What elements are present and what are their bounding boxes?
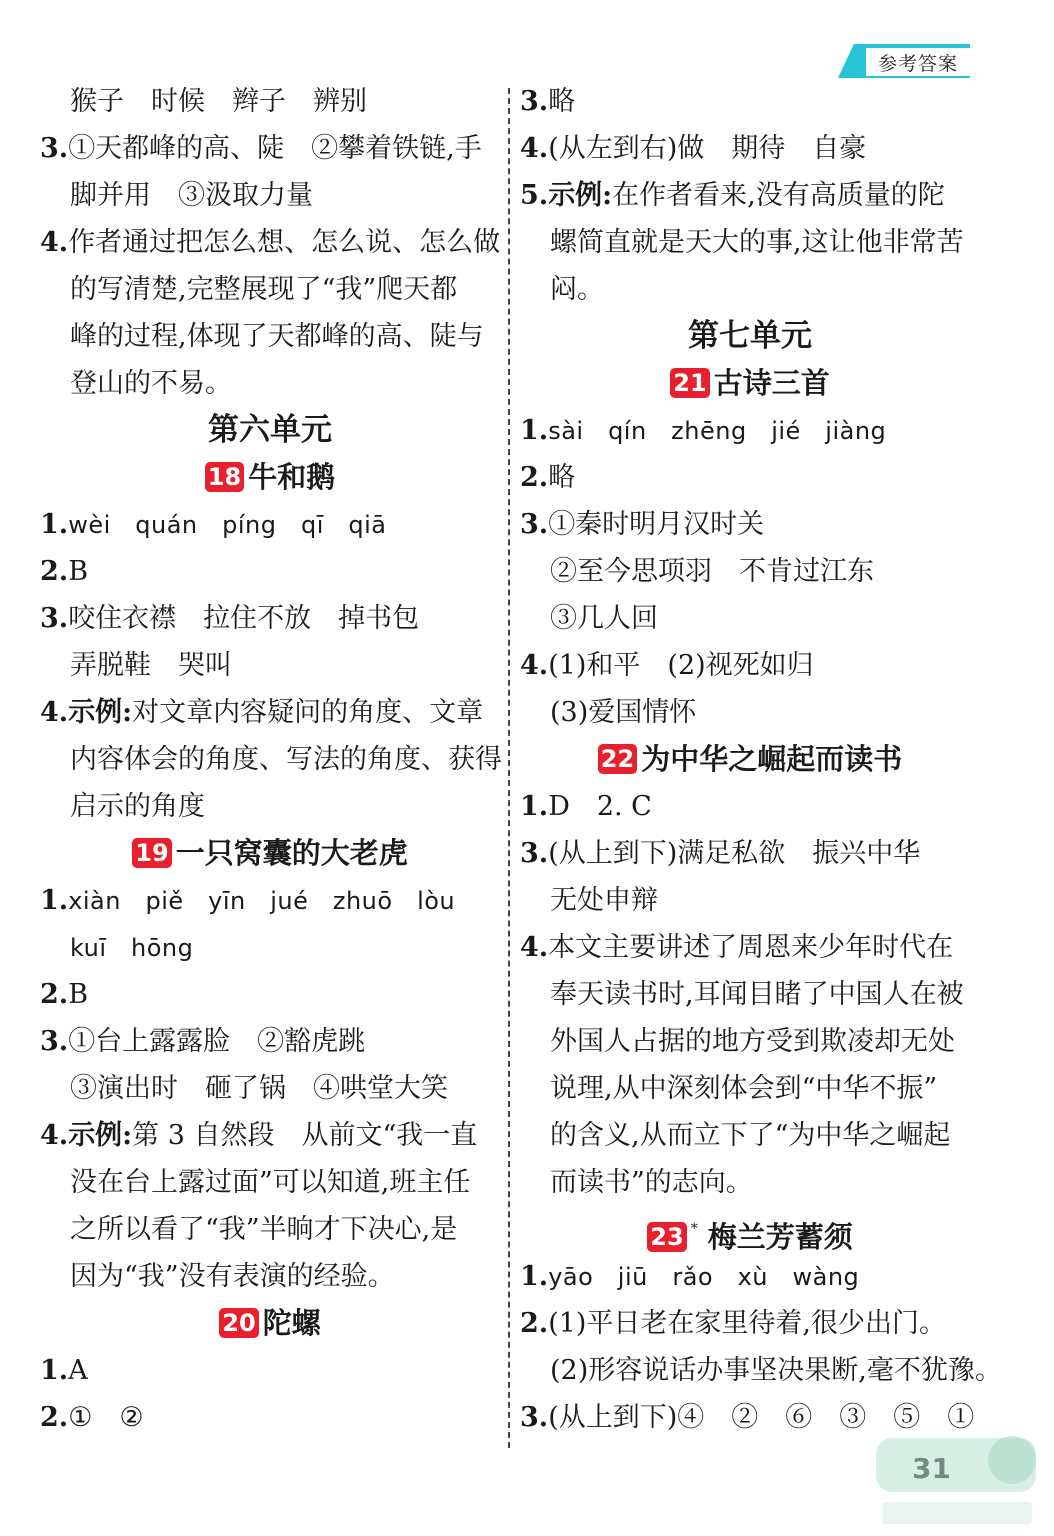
answer-line [40,125,500,172]
answer-text: 螺简直就是天大的事,这让他非常苦 [550,227,964,258]
lesson-title: 一只窝囊的大老虎 [175,836,408,870]
answer-text: 奉天读书时,耳闻目睹了中国人在被 [550,979,964,1010]
lesson-heading [40,830,500,877]
answer-text: ①天都峰的高、陡 ②攀着铁链,手 [68,133,482,164]
answer-text: 作者通过把怎么想、怎么说、怎么做 [68,227,501,258]
question-number: 4. [520,932,549,963]
answer-text: 咬住衣襟 拉住不放 掉书包 [68,603,420,634]
site-watermark-logo [872,1420,1044,1530]
question-number: 3. [40,1026,69,1057]
answer-text: (1)和平 (2)视死如归 [548,650,814,681]
answer-line [40,1112,500,1159]
answer-line [520,501,980,548]
answer-line [520,407,980,454]
example-label: 示例: [548,180,613,211]
answer-line [520,830,980,877]
answer-text: (从左到右)做 期待 自豪 [548,133,867,164]
question-number: 3. [520,838,549,869]
answer-line [40,266,500,313]
question-number: 5. [520,180,549,211]
answer-text: 的含义,从而立下了“为中华之崛起 [550,1120,951,1151]
answer-line [520,1347,1002,1394]
example-label: 示例: [68,1120,133,1151]
answer-text: B [68,556,89,587]
question-number: 3. [40,133,69,164]
answer-line [40,1253,500,1300]
lesson-title: 陀螺 [262,1306,321,1340]
answer-text: B [68,979,89,1010]
optional-lesson-mark: * [690,1221,698,1237]
answer-text: ① ② [68,1402,144,1433]
answer-line [40,548,500,595]
question-number: 4. [40,227,69,258]
answer-line [40,783,500,830]
question-number: 1. [40,885,69,916]
answer-line [520,877,980,924]
answer-line [520,78,980,125]
question-number: 2. [520,1308,549,1339]
question-number: 2. [40,1402,69,1433]
answer-line [40,1206,500,1253]
answer-line [40,689,500,736]
answer-line [520,595,980,642]
answer-line [40,971,500,1018]
lesson-number-badge: 22 [598,744,637,774]
lesson-heading [40,1300,500,1347]
answer-text: 对文章内容疑问的角度、文章 [132,697,484,728]
answer-text: 峰的过程,体现了天都峰的高、陡与 [70,321,484,352]
example-label: 示例: [68,697,133,728]
question-number: 2. [40,556,69,587]
answer-line [520,266,980,313]
answer-text: 外国人占据的地方受到欺凌却无处 [550,1026,955,1057]
lesson-heading [520,360,980,407]
answer-text: 略 [548,462,576,493]
answer-line [40,172,500,219]
question-number: 3. [520,86,549,117]
answer-line [40,219,500,266]
question-number: 1. [520,791,549,822]
answer-text: 脚并用 ③汲取力量 [70,180,313,211]
answer-text: (2)形容说话办事坚决果断,毫不犹豫。 [550,1355,1002,1386]
answer-text: 启示的角度 [70,791,205,822]
lesson-heading [40,454,500,501]
lesson-number-badge: 21 [670,368,709,398]
question-number: 1. [520,415,549,446]
answer-text: 登山的不易。 [70,368,232,399]
unit-heading: 第七单元 [688,318,812,354]
question-number: 4. [520,133,549,164]
lesson-title: 古诗三首 [713,366,830,400]
answer-text: 弄脱鞋 哭叫 [70,650,232,681]
right-column [520,78,1002,1441]
lesson-number-badge: 18 [205,462,244,492]
answer-line [520,1159,980,1206]
answer-line [40,1347,500,1394]
answer-line [40,1065,500,1112]
question-number: 1. [520,1261,549,1292]
answer-text: ①秦时明月汉时关 [548,509,765,540]
answer-line [40,736,500,783]
answer-line [40,78,500,125]
answer-text: 本文主要讲述了周恩来少年时代在 [548,932,954,963]
question-number: 3. [40,603,69,634]
answer-text: D 2. C [548,791,652,822]
answer-text: A [68,1355,88,1386]
answer-line [520,783,980,830]
answer-line [40,924,500,971]
answer-text: 闷。 [550,274,604,305]
lesson-heading [520,736,980,783]
answer-line [40,1018,500,1065]
answer-line [40,313,500,360]
answer-text: 略 [548,86,576,117]
pinyin-answer: xiàn piě yīn jué zhuō lòu [68,887,456,915]
left-column [40,78,500,1441]
answer-line [520,1253,980,1300]
answer-line [520,1112,980,1159]
answer-text: ①台上露露脸 ②豁虎跳 [68,1026,366,1057]
lesson-number-badge: 20 [219,1308,258,1338]
pinyin-answer: wèi quán píng qī qiā [68,511,387,539]
answer-text: (从上到下)满足私欲 振兴中华 [548,838,921,869]
pinyin-answer: kuī hōng [70,934,194,962]
answer-text: (1)平日老在家里待着,很少出门。 [548,1308,947,1339]
answer-text: 而读书”的志向。 [550,1167,753,1198]
answer-line [520,924,980,971]
answer-line [520,642,980,689]
answer-line [520,689,980,736]
question-number: 2. [40,979,69,1010]
question-number: 1. [40,1355,69,1386]
answer-text: ②至今思项羽 不肯过江东 [550,556,874,587]
answer-line [40,595,500,642]
question-number: 4. [520,650,549,681]
pinyin-answer: sài qín zhēng jié jiàng [548,417,887,445]
answer-text: 之所以看了“我”半晌才下决心,是 [70,1214,458,1245]
question-number: 3. [520,1402,549,1433]
answer-line [40,360,500,407]
question-number: 2. [520,462,549,493]
answer-text: ③几人回 [550,603,658,634]
answer-text: 无处申辩 [550,885,658,916]
answer-key-label: 参考答案 [866,48,970,76]
answer-line [40,501,500,548]
answer-line [520,125,980,172]
question-number: 3. [520,509,549,540]
answer-line [520,548,980,595]
answer-line [40,642,500,689]
answer-line [520,219,980,266]
answer-line [520,1065,980,1112]
question-number: 4. [40,1120,69,1151]
lesson-title: 为中华之崛起而读书 [641,742,903,776]
answer-text: (从上到下)④ ② ⑥ ③ ⑤ ① [548,1402,975,1433]
answer-text: 第 3 自然段 从前文“我一直 [132,1120,478,1151]
answer-line [40,1394,500,1441]
answer-text: 在作者看来,没有高质量的陀 [612,180,945,211]
answer-text: 的写清楚,完整展现了“我”爬天都 [70,274,458,305]
answer-text: (3)爱国情怀 [550,697,697,728]
question-number: 4. [40,697,69,728]
answer-line [520,1018,980,1065]
question-number: 1. [40,509,69,540]
lesson-heading [520,1206,980,1253]
answer-line [520,172,980,219]
answer-line [40,877,500,924]
answer-text: 猴子 时候 辫子 辨别 [70,86,367,117]
answer-line [40,1159,500,1206]
answer-text: 没在台上露过面”可以知道,班主任 [70,1167,471,1198]
answer-text: 说理,从中深刻体会到“中华不振” [550,1073,938,1104]
answer-line [520,1300,980,1347]
pinyin-answer: yāo jiū rǎo xù wàng [548,1263,860,1291]
lesson-title: 牛和鹅 [248,460,336,494]
answer-text: 因为“我”没有表演的经验。 [70,1261,395,1292]
column-divider [508,88,510,1448]
lesson-number-badge: 23 [647,1222,686,1252]
answer-text: ③演出时 砸了锅 ④哄堂大笑 [70,1073,448,1104]
answer-text: 内容体会的角度、写法的角度、获得 [70,744,502,775]
answer-line [520,454,980,501]
lesson-title: 梅兰芳蓄须 [707,1220,853,1254]
answer-line [520,971,980,1018]
unit-heading: 第六单元 [208,412,332,448]
lesson-number-badge: 19 [132,838,171,868]
